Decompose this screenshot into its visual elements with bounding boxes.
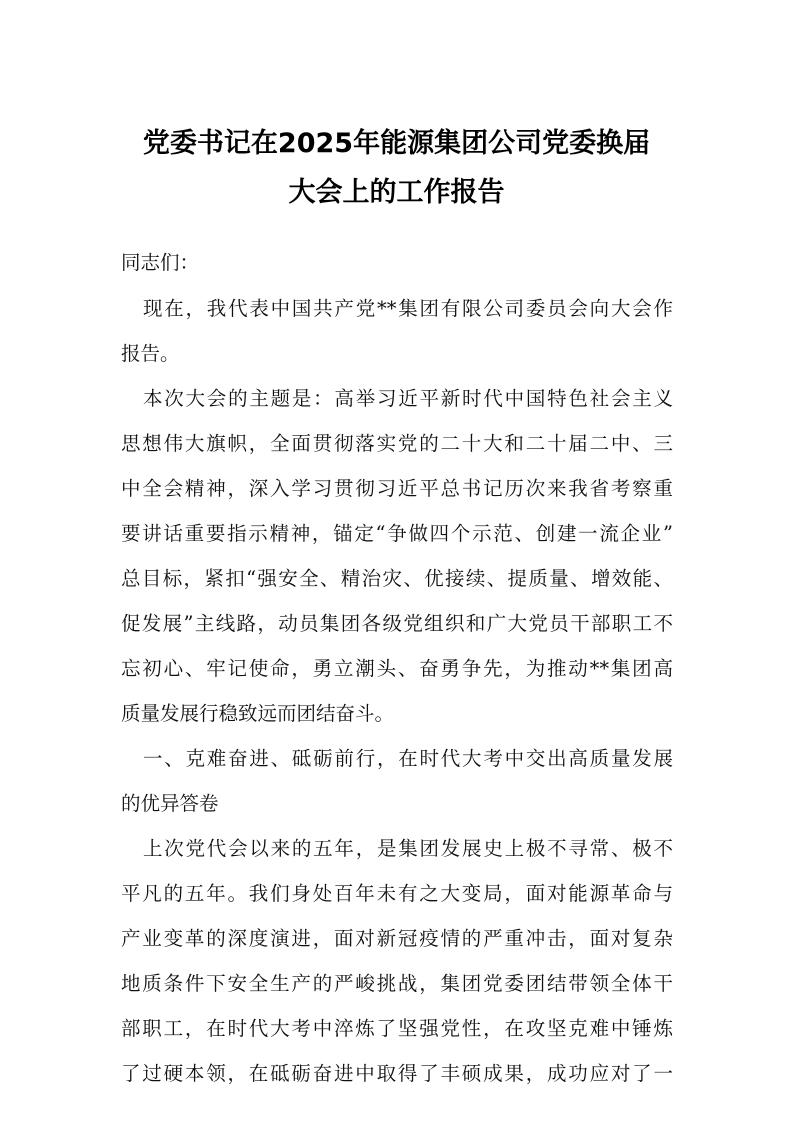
body-line: 了过硬本领，在砥砺奋进中取得了丰硕成果，成功应对了一 [121,1062,673,1085]
body-line: 中全会精神，深入学习贯彻习近平总书记历次来我省考察重 [121,477,673,500]
body-line: 促发展”主线路，动员集团各级党组织和广大党员干部职工不 [121,612,673,635]
body-line: 质量发展行稳致远而团结奋斗。 [121,702,395,725]
body-line: 忘初心、牢记使命，勇立潮头、奋勇争先，为推动**集团高 [121,657,673,680]
body-line: 部职工，在时代大考中淬炼了坚强党性，在攻坚克难中锤炼 [121,1017,673,1040]
body-line: 平凡的五年。我们身处百年未有之大变局，面对能源革命与 [121,882,673,905]
body-line: 总目标，紧扣“强安全、精治灾、优接续、提质量、增效能、 [121,567,673,590]
section-heading-line: 一、克难奋进、砥砺前行，在时代大考中交出高质量发展 [143,747,673,770]
document-title-line-2: 大会上的工作报告 [288,177,505,208]
section-heading-line: 的优异答卷 [121,792,219,815]
document-title-line-1: 党委书记在2025年能源集团公司党委换届 [142,128,651,159]
body-line: 现在，我代表中国共产党**集团有限公司委员会向大会作 [143,297,673,320]
salutation: 同志们： [121,251,200,274]
body-line: 报告。 [121,342,180,365]
body-line: 思想伟大旗帜，全面贯彻落实党的二十大和二十届二中、三 [121,432,673,455]
body-line: 上次党代会以来的五年，是集团发展史上极不寻常、极不 [143,837,673,860]
body-line: 产业变革的深度演进，面对新冠疫情的严重冲击，面对复杂 [121,927,673,950]
body-line: 本次大会的主题是：高举习近平新时代中国特色社会主义 [143,387,673,410]
body-line: 要讲话重要指示精神，锚定“争做四个示范、创建一流企业” [121,522,673,545]
body-line: 地质条件下安全生产的严峻挑战，集团党委团结带领全体干 [121,972,673,995]
